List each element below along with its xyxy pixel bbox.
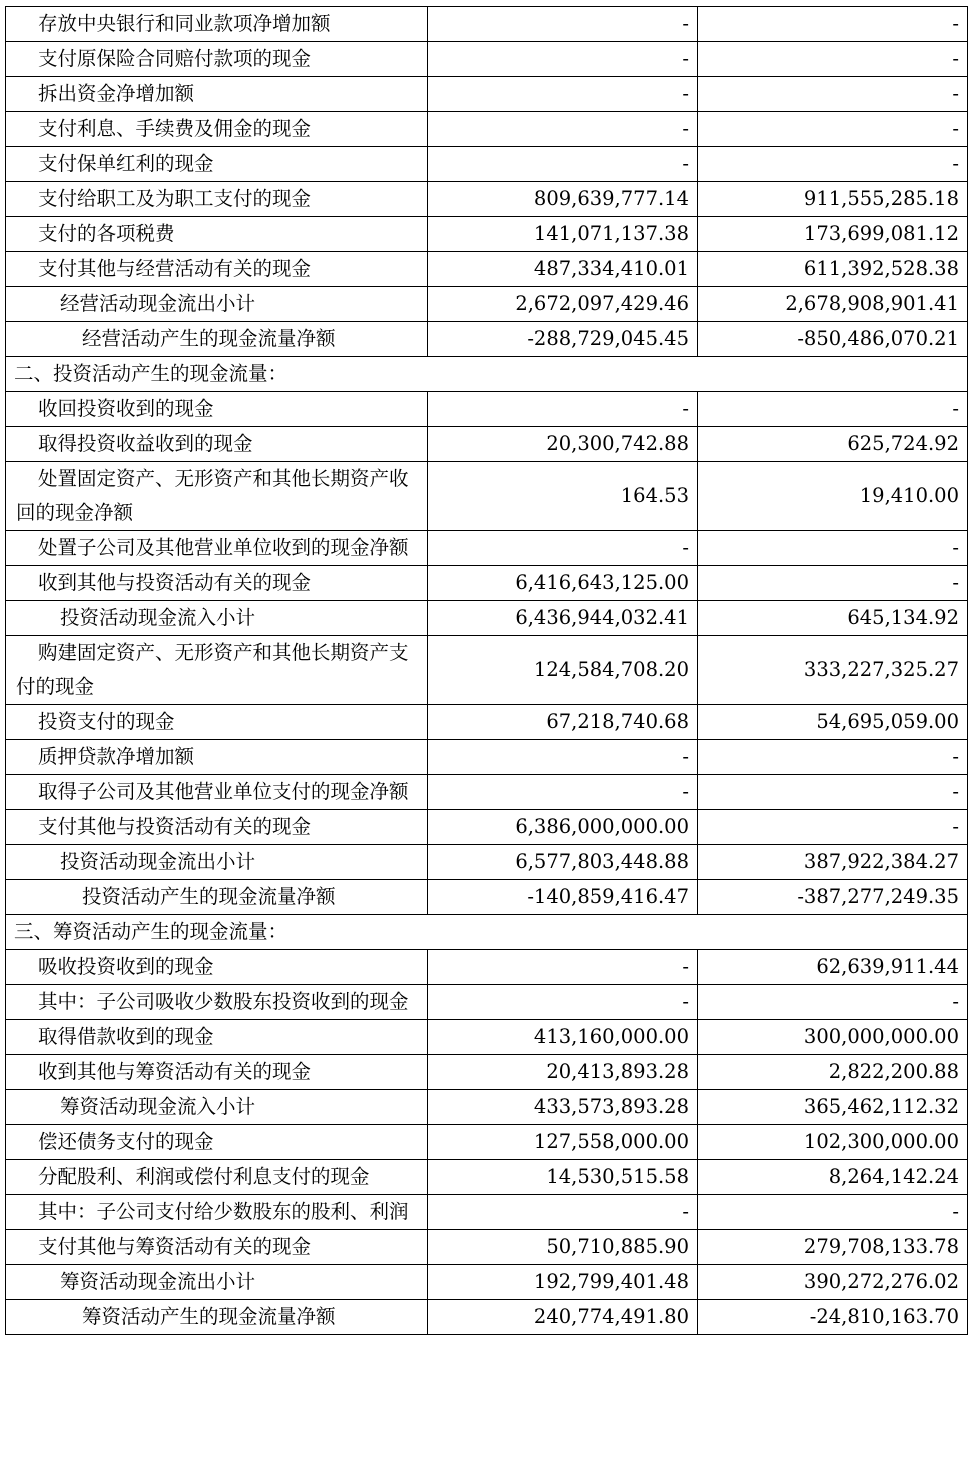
current-period-value: -: [428, 950, 698, 985]
prior-period-value: -387,277,249.35: [698, 880, 968, 915]
row-label: 其中：子公司吸收少数股东投资收到的现金: [6, 985, 428, 1020]
table-row: [6, 775, 968, 810]
prior-period-value: 911,555,285.18: [698, 182, 968, 217]
current-period-value: -: [428, 1195, 698, 1230]
current-period-value: 14,530,515.58: [428, 1160, 698, 1195]
table-row: [6, 147, 968, 182]
table-row: [6, 531, 968, 566]
prior-period-value: -: [698, 147, 968, 182]
current-period-value: -: [428, 7, 698, 42]
row-label: 处置子公司及其他营业单位收到的现金净额: [6, 531, 428, 566]
row-label: 收到其他与投资活动有关的现金: [6, 566, 428, 601]
prior-period-value: -: [698, 112, 968, 147]
subtotal-row: [6, 845, 968, 880]
row-label: 投资支付的现金: [6, 705, 428, 740]
section-header-row: [6, 915, 968, 950]
subtotal-row: [6, 287, 968, 322]
current-period-value: 6,386,000,000.00: [428, 810, 698, 845]
cash-flow-table: [5, 6, 968, 1335]
row-label: 支付原保险合同赔付款项的现金: [6, 42, 428, 77]
prior-period-value: 625,724.92: [698, 427, 968, 462]
table-row: [6, 1230, 968, 1265]
current-period-value: 413,160,000.00: [428, 1020, 698, 1055]
row-label: 支付其他与筹资活动有关的现金: [6, 1230, 428, 1265]
row-label: 取得借款收到的现金: [6, 1020, 428, 1055]
row-label: 经营活动产生的现金流量净额: [6, 322, 428, 357]
current-period-value: -: [428, 392, 698, 427]
current-period-value: -: [428, 775, 698, 810]
prior-period-value: 2,822,200.88: [698, 1055, 968, 1090]
current-period-value: 6,577,803,448.88: [428, 845, 698, 880]
table-row: [6, 566, 968, 601]
prior-period-value: -: [698, 985, 968, 1020]
prior-period-value: -: [698, 810, 968, 845]
prior-period-value: -: [698, 740, 968, 775]
current-period-value: -140,859,416.47: [428, 880, 698, 915]
row-label: 投资活动现金流入小计: [6, 601, 428, 636]
table-row: [6, 985, 968, 1020]
prior-period-value: -: [698, 42, 968, 77]
row-label: 支付给职工及为职工支付的现金: [6, 182, 428, 217]
prior-period-value: -: [698, 566, 968, 601]
table-row: [6, 42, 968, 77]
row-label: 支付其他与经营活动有关的现金: [6, 252, 428, 287]
row-label: 分配股利、利润或偿付利息支付的现金: [6, 1160, 428, 1195]
table-row: [6, 1055, 968, 1090]
current-period-value: -: [428, 147, 698, 182]
current-period-value: 240,774,491.80: [428, 1300, 698, 1335]
current-period-value: -: [428, 112, 698, 147]
table-row: [6, 7, 968, 42]
current-period-value: 433,573,893.28: [428, 1090, 698, 1125]
table-row: [6, 1125, 968, 1160]
table-row: [6, 462, 968, 531]
table-row: [6, 112, 968, 147]
current-period-value: -: [428, 531, 698, 566]
row-label: 支付其他与投资活动有关的现金: [6, 810, 428, 845]
current-period-value: 6,436,944,032.41: [428, 601, 698, 636]
subtotal-row: [6, 1090, 968, 1125]
subtotal-row: [6, 1265, 968, 1300]
current-period-value: -: [428, 740, 698, 775]
section-header-row: [6, 357, 968, 392]
table-row: [6, 392, 968, 427]
table-row: [6, 427, 968, 462]
prior-period-value: 8,264,142.24: [698, 1160, 968, 1195]
net-total-row: [6, 322, 968, 357]
prior-period-value: 62,639,911.44: [698, 950, 968, 985]
row-label: 偿还债务支付的现金: [6, 1125, 428, 1160]
table-row: [6, 740, 968, 775]
table-row: [6, 705, 968, 740]
current-period-value: 20,413,893.28: [428, 1055, 698, 1090]
current-period-value: 164.53: [428, 462, 698, 531]
prior-period-value: -: [698, 775, 968, 810]
row-label: 收到其他与筹资活动有关的现金: [6, 1055, 428, 1090]
prior-period-value: -850,486,070.21: [698, 322, 968, 357]
row-label: 其中：子公司支付给少数股东的股利、利润: [6, 1195, 428, 1230]
table-row: [6, 1020, 968, 1055]
current-period-value: 192,799,401.48: [428, 1265, 698, 1300]
row-label: 投资活动产生的现金流量净额: [6, 880, 428, 915]
table-row: [6, 252, 968, 287]
current-period-value: 2,672,097,429.46: [428, 287, 698, 322]
current-period-value: 487,334,410.01: [428, 252, 698, 287]
row-label: 筹资活动产生的现金流量净额: [6, 1300, 428, 1335]
current-period-value: -288,729,045.45: [428, 322, 698, 357]
prior-period-value: -: [698, 531, 968, 566]
prior-period-value: -: [698, 392, 968, 427]
current-period-value: 6,416,643,125.00: [428, 566, 698, 601]
prior-period-value: 19,410.00: [698, 462, 968, 531]
current-period-value: 809,639,777.14: [428, 182, 698, 217]
table-row: [6, 1195, 968, 1230]
current-period-value: 124,584,708.20: [428, 636, 698, 705]
prior-period-value: 173,699,081.12: [698, 217, 968, 252]
current-period-value: 141,071,137.38: [428, 217, 698, 252]
prior-period-value: 300,000,000.00: [698, 1020, 968, 1055]
row-label: 收回投资收到的现金: [6, 392, 428, 427]
table-row: [6, 950, 968, 985]
prior-period-value: 2,678,908,901.41: [698, 287, 968, 322]
current-period-value: 127,558,000.00: [428, 1125, 698, 1160]
prior-period-value: 333,227,325.27: [698, 636, 968, 705]
prior-period-value: 387,922,384.27: [698, 845, 968, 880]
row-label: 取得子公司及其他营业单位支付的现金净额: [6, 775, 428, 810]
section-title-investing: 二、投资活动产生的现金流量：: [6, 357, 968, 392]
table-row: [6, 77, 968, 112]
table-row: [6, 182, 968, 217]
table-row: [6, 636, 968, 705]
subtotal-row: [6, 601, 968, 636]
prior-period-value: 611,392,528.38: [698, 252, 968, 287]
row-label: 处置固定资产、无形资产和其他长期资产收回的现金净额: [6, 462, 428, 531]
section-title-financing: 三、筹资活动产生的现金流量：: [6, 915, 968, 950]
row-label: 经营活动现金流出小计: [6, 287, 428, 322]
row-label: 取得投资收益收到的现金: [6, 427, 428, 462]
prior-period-value: -: [698, 7, 968, 42]
prior-period-value: -: [698, 77, 968, 112]
net-total-row: [6, 1300, 968, 1335]
row-label: 存放中央银行和同业款项净增加额: [6, 7, 428, 42]
prior-period-value: 54,695,059.00: [698, 705, 968, 740]
row-label: 投资活动现金流出小计: [6, 845, 428, 880]
current-period-value: 20,300,742.88: [428, 427, 698, 462]
table-row: [6, 217, 968, 252]
row-label: 筹资活动现金流出小计: [6, 1265, 428, 1300]
row-label: 支付利息、手续费及佣金的现金: [6, 112, 428, 147]
prior-period-value: 279,708,133.78: [698, 1230, 968, 1265]
current-period-value: -: [428, 985, 698, 1020]
table-row: [6, 1160, 968, 1195]
current-period-value: -: [428, 42, 698, 77]
prior-period-value: 390,272,276.02: [698, 1265, 968, 1300]
row-label: 质押贷款净增加额: [6, 740, 428, 775]
net-total-row: [6, 880, 968, 915]
prior-period-value: -: [698, 1195, 968, 1230]
prior-period-value: 645,134.92: [698, 601, 968, 636]
current-period-value: 67,218,740.68: [428, 705, 698, 740]
row-label: 支付的各项税费: [6, 217, 428, 252]
row-label: 筹资活动现金流入小计: [6, 1090, 428, 1125]
row-label: 支付保单红利的现金: [6, 147, 428, 182]
row-label: 吸收投资收到的现金: [6, 950, 428, 985]
row-label: 购建固定资产、无形资产和其他长期资产支付的现金: [6, 636, 428, 705]
prior-period-value: 365,462,112.32: [698, 1090, 968, 1125]
prior-period-value: 102,300,000.00: [698, 1125, 968, 1160]
row-label: 拆出资金净增加额: [6, 77, 428, 112]
table-row: [6, 810, 968, 845]
prior-period-value: -24,810,163.70: [698, 1300, 968, 1335]
current-period-value: 50,710,885.90: [428, 1230, 698, 1265]
current-period-value: -: [428, 77, 698, 112]
